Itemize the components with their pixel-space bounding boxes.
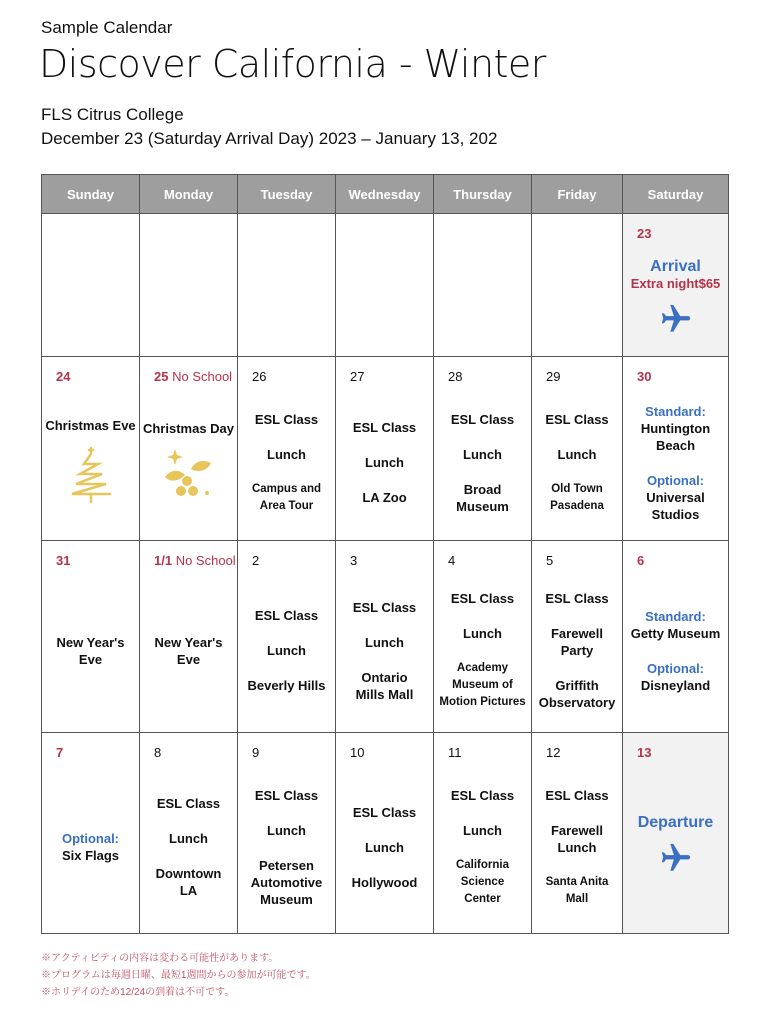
date-number	[154, 745, 161, 760]
cell-content	[42, 395, 139, 530]
cell-content	[623, 579, 728, 722]
footnote: ※プログラムは毎週日曜、最短1週間からの参加が可能です。	[41, 970, 316, 981]
activity-text: Getty Museum	[630, 625, 721, 641]
cell-content	[532, 771, 622, 923]
activity-text: Six Flags	[61, 848, 120, 863]
date-number	[637, 553, 644, 568]
calendar-cell	[336, 214, 434, 357]
day-header-sunday: Sunday	[42, 175, 140, 214]
date-label: 3	[350, 553, 358, 568]
activity-text: Universal	[646, 489, 705, 505]
activity-text: Disneyland	[640, 677, 711, 693]
no-school-note: No School	[175, 553, 236, 568]
activity-text: Christmas Eve	[45, 417, 136, 433]
activity-text: ESL Class	[352, 804, 417, 820]
date-number	[637, 745, 651, 760]
date-label: 13	[637, 745, 652, 760]
cell-content	[434, 771, 531, 923]
activity-text: Departure	[637, 814, 714, 831]
activity-text: Lunch	[267, 822, 306, 838]
activity-text: ESL Class	[352, 420, 417, 435]
day-header-monday: Monday	[140, 175, 238, 214]
activity-text: California	[455, 858, 510, 871]
activity-text: Hollywood	[351, 874, 418, 890]
activity-text: Beach	[655, 437, 696, 453]
calendar-cell	[434, 541, 532, 733]
date-number	[252, 553, 259, 568]
activity-text: Lunch	[169, 831, 208, 846]
activity-text: Huntington	[640, 420, 711, 436]
cell-content	[336, 579, 433, 722]
date-number	[56, 369, 70, 384]
day-header-tuesday: Tuesday	[238, 175, 336, 214]
calendar-cell	[623, 357, 729, 541]
activity-text: Studios	[651, 506, 700, 522]
no-school-note: No School	[172, 369, 233, 384]
activity-text: ESL Class	[545, 411, 609, 427]
activity-text: New Year's	[56, 634, 125, 650]
date-number	[546, 745, 560, 760]
date-label: 23	[637, 226, 652, 241]
christmas-tree-icon	[66, 444, 116, 509]
activity-text: Center	[464, 892, 501, 905]
activity-text: Standard:	[645, 608, 706, 624]
activity-text: Lunch	[463, 626, 502, 641]
activity-text: ESL Class	[156, 796, 221, 811]
date-label: 7	[56, 745, 64, 760]
activity-text: ESL Class	[352, 599, 417, 615]
program-dates: December 23 (Saturday Arrival Day) 2023 – January 13, 202	[41, 129, 498, 148]
date-label: 9	[252, 745, 260, 760]
cell-content	[532, 395, 622, 530]
activity-text: Santa Anita	[545, 875, 609, 888]
activity-text: Lunch	[463, 446, 502, 462]
activity-text: ESL Class	[450, 411, 515, 427]
activity-text: Farewell	[550, 626, 604, 641]
date-label: 29	[546, 369, 561, 384]
cell-content	[623, 252, 728, 346]
cell-content	[336, 395, 433, 530]
date-label: 6	[637, 553, 645, 568]
activity-text: Arrival	[650, 257, 701, 275]
activity-text: Lunch	[267, 446, 306, 462]
activity-text: Campus and	[251, 482, 321, 495]
cell-content	[140, 771, 237, 923]
cell-content	[42, 771, 139, 923]
calendar-cell	[238, 541, 336, 733]
activity-text: Farewell	[550, 822, 604, 838]
cell-content	[434, 579, 531, 722]
activity-text: Science	[460, 875, 505, 888]
footnotes	[41, 950, 316, 1001]
cell-content	[140, 579, 237, 722]
cell-content	[532, 579, 622, 722]
date-number	[56, 745, 63, 760]
activity-text: Lunch	[267, 643, 306, 658]
activity-text: New Year's	[154, 634, 223, 650]
date-number	[448, 369, 462, 384]
activity-text: Eve	[78, 651, 103, 667]
date-label: 27	[350, 369, 365, 384]
date-number	[448, 745, 462, 760]
cell-content	[42, 579, 139, 722]
date-label: 26	[252, 369, 267, 384]
cell-content	[238, 579, 335, 722]
calendar-cell	[434, 214, 532, 357]
activity-text: Petersen	[259, 857, 314, 873]
activity-text: Academy	[456, 662, 509, 674]
cell-content	[623, 395, 728, 530]
calendar-cell	[140, 541, 238, 733]
activity-text: Lunch	[365, 839, 404, 855]
calendar-cell	[140, 357, 238, 541]
date-label: 12	[546, 745, 561, 760]
calendar-cell	[42, 214, 140, 357]
activity-text: Standard:	[645, 403, 706, 419]
activity-text: Lunch	[463, 822, 502, 838]
cell-content	[434, 395, 531, 530]
calendar-table	[41, 174, 729, 934]
calendar-cell	[623, 541, 729, 733]
activity-text: Lunch	[365, 634, 404, 650]
activity-text: ESL Class	[545, 591, 609, 606]
activity-text: Mills Mall	[355, 686, 414, 702]
activity-text: Observatory	[538, 695, 616, 710]
calendar-cell	[532, 541, 623, 733]
activity-text: ESL Class	[254, 608, 319, 623]
activity-text: Mall	[565, 892, 589, 905]
calendar-cell	[42, 541, 140, 733]
cell-content	[623, 771, 728, 923]
activity-text: Museum	[260, 891, 313, 907]
day-header-friday: Friday	[532, 175, 623, 214]
activity-text: Eve	[176, 651, 201, 667]
date-label: 2	[252, 553, 260, 568]
calendar-cell	[336, 541, 434, 733]
date-number	[637, 369, 651, 384]
activity-text: Griffith	[555, 678, 599, 693]
calendar-cell	[336, 357, 434, 541]
calendar-cell	[238, 733, 336, 934]
calendar-cell	[532, 214, 623, 357]
day-header-thursday: Thursday	[434, 175, 532, 214]
activity-text: LA Zoo	[362, 490, 407, 505]
activity-text: ESL Class	[450, 787, 515, 803]
activity-text: Pasadena	[550, 499, 604, 512]
date-label: 1/1	[154, 553, 173, 568]
date-number	[350, 745, 364, 760]
date-number	[56, 553, 70, 568]
activity-text: Downtown	[155, 866, 222, 881]
calendar-cell	[140, 733, 238, 934]
date-label: 11	[448, 745, 462, 760]
activity-text: Optional:	[646, 472, 705, 488]
calendar-cell	[623, 733, 729, 934]
activity-text: Extra night$65	[630, 275, 721, 291]
subtitle: Sample Calendar	[41, 18, 173, 37]
activity-text: ESL Class	[545, 787, 609, 803]
activity-text: ESL Class	[254, 411, 319, 427]
school-name: FLS Citrus College	[41, 105, 184, 124]
activity-text: Ontario	[361, 669, 408, 685]
activity-text: Christmas Day	[142, 420, 235, 436]
activity-text: Lunch	[365, 455, 404, 470]
calendar-cell	[532, 733, 623, 934]
day-header-wednesday: Wednesday	[336, 175, 434, 214]
page-title: Discover California - Winter	[39, 42, 546, 86]
cell-content	[140, 395, 237, 530]
date-label: 24	[56, 369, 71, 384]
calendar-cell	[336, 733, 434, 934]
date-number	[350, 553, 357, 568]
activity-text: Museum	[456, 498, 509, 514]
airplane-icon	[659, 841, 693, 880]
activity-text: Automotive	[250, 874, 323, 890]
date-label: 30	[637, 369, 652, 384]
calendar-cell	[623, 214, 729, 357]
calendar-cell	[42, 733, 140, 934]
activity-text: Lunch	[557, 446, 597, 462]
date-number	[546, 369, 560, 384]
date-number	[546, 553, 553, 568]
calendar-cell	[434, 357, 532, 541]
date-number	[252, 745, 259, 760]
calendar-cell	[434, 733, 532, 934]
activity-text: Lunch	[557, 839, 597, 855]
activity-text: Optional:	[646, 660, 705, 676]
calendar-cell	[238, 214, 336, 357]
footnote: ※アクティビティの内容は変わる可能性があります。	[41, 953, 279, 964]
date-label: 8	[154, 745, 162, 760]
date-number	[154, 553, 236, 568]
calendar-cell	[532, 357, 623, 541]
date-number	[154, 369, 232, 384]
cell-content	[238, 771, 335, 923]
date-label: 5	[546, 553, 554, 568]
activity-text: LA	[179, 883, 198, 898]
date-label: 10	[350, 745, 365, 760]
date-label: 25	[154, 369, 169, 384]
date-number	[350, 369, 364, 384]
activity-text: Museum of	[452, 679, 513, 691]
activity-text: Optional:	[61, 831, 120, 846]
calendar-cell	[140, 214, 238, 357]
cell-content	[238, 395, 335, 530]
airplane-icon	[659, 302, 693, 341]
date-number	[252, 369, 266, 384]
calendar-cell	[238, 357, 336, 541]
calendar-cell	[42, 357, 140, 541]
date-label: 31	[56, 553, 71, 568]
activity-text: Beverly Hills	[247, 678, 326, 693]
date-label: 4	[448, 553, 456, 568]
cell-content	[336, 771, 433, 923]
activity-text: Area Tour	[259, 499, 314, 512]
activity-text: ESL Class	[450, 591, 515, 606]
day-header-saturday: Saturday	[623, 175, 729, 214]
date-number	[637, 226, 651, 241]
footnote: ※ホリデイのため12/24の到着は不可です。	[41, 987, 235, 998]
activity-text: Broad	[463, 481, 502, 497]
activity-text: Party	[560, 643, 594, 658]
activity-text: ESL Class	[254, 787, 319, 803]
date-label: 28	[448, 369, 463, 384]
activity-text: Motion Pictures	[439, 696, 526, 708]
activity-text: Old Town	[551, 482, 603, 495]
holly-icon	[161, 447, 217, 506]
date-number	[448, 553, 455, 568]
